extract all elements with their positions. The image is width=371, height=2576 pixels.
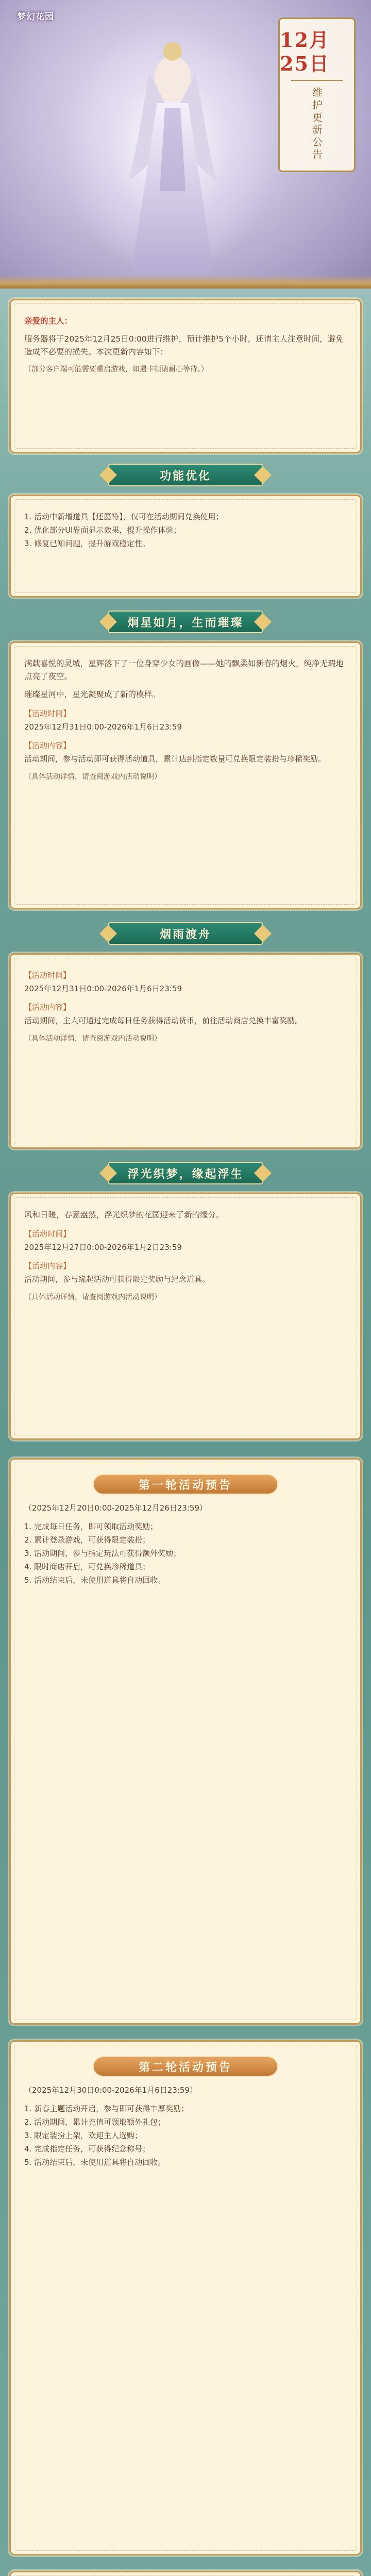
- section-title: 烟雨渡舟: [159, 927, 211, 941]
- round-time: （2025年12月30日0:00-2026年1月6日23:59）: [24, 2086, 197, 2095]
- content-label: 【活动内容】: [24, 1261, 71, 1270]
- intro-body: 服务器将于2025年12月25日0:00进行维护，预计维护5个小时，还请主人注意时间，避免造成不必要的损失。本次更新内容如下：: [24, 334, 344, 357]
- content-label: 【活动内容】: [24, 741, 71, 750]
- hero-date: 12月25日: [280, 28, 330, 75]
- round-time: （2025年12月20日0:00-2025年12月26日23:59）: [24, 1503, 208, 1513]
- round2-title: 第二轮活动预告: [93, 2056, 278, 2077]
- list-item: 1. 新春主题活动开启，参与即可获得丰厚奖励；: [24, 2104, 189, 2113]
- list-item: 3. 修复已知问题，提升游戏稳定性。: [24, 539, 150, 548]
- divider: [291, 80, 343, 81]
- event-content: 活动期间，参与活动即可获得活动道具，累计达到指定数量可兑换限定装扮与珍稀奖励。: [24, 754, 326, 764]
- optimization-panel: [9, 495, 362, 598]
- list-item: 3. 限定装扮上架，欢迎主人选购；: [24, 2131, 143, 2140]
- list-item: 1. 活动中新增道具【还愿符】，仅可在活动期间兑换使用；: [24, 512, 224, 521]
- event-note: （具体活动详情，请查阅游戏内活动说明）: [24, 1293, 161, 1301]
- hero-bottom-border: [0, 275, 371, 289]
- greeting: 亲爱的主人：: [24, 316, 73, 326]
- list-item: 4. 限时商店开启，可兑换珍稀道具；: [24, 1562, 150, 1571]
- list-item: 2. 优化部分UI界面显示效果，提升操作体验；: [24, 526, 181, 535]
- event-period: 2025年12月31日0:00-2026年1月6日23:59: [24, 722, 182, 732]
- list-item: 3. 活动期间，参与指定玩法可获得额外奖励；: [24, 1549, 181, 1558]
- section-banner-boat: [108, 922, 263, 945]
- dream-event-panel: [9, 1193, 362, 1440]
- section-title: 炯星如月，生而璀璨: [127, 616, 244, 630]
- section-title: 浮光织梦，缘起浮生: [127, 1167, 244, 1181]
- hero-title-card: [278, 18, 356, 172]
- section-title: 功能优化: [159, 469, 211, 483]
- period-label: 【活动时间】: [24, 709, 71, 718]
- event-content: 活动期间，参与缘起活动可获得限定奖励与纪念道具。: [24, 1275, 210, 1284]
- round1-title: 第一轮活动预告: [93, 1474, 278, 1495]
- list-item: 5. 活动结束后，未使用道具将自动回收。: [24, 2158, 166, 2167]
- event-period: 2025年12月27日0:00-2026年1月2日23:59: [24, 1243, 182, 1252]
- section-banner-dream: [108, 1162, 263, 1184]
- list-item: 5. 活动结束后，未使用道具将自动回收。: [24, 1575, 166, 1585]
- event-period: 2025年12月31日0:00-2026年1月6日23:59: [24, 984, 182, 993]
- event-note: （具体活动详情，请查阅游戏内活动说明）: [24, 1035, 161, 1043]
- list-item: 1. 完成每日任务，即可领取活动奖励；: [24, 1522, 158, 1531]
- boat-event-panel: [9, 953, 362, 1149]
- event-description: 璀璨星河中，星光凝聚成了新的模样。: [24, 690, 160, 699]
- section-banner-optimization: [108, 464, 263, 486]
- list-item: 2. 活动期间，累计充值可领取额外礼包；: [24, 2117, 166, 2127]
- game-logo: 梦幻花园: [17, 11, 54, 22]
- intro-panel: [9, 299, 362, 453]
- content-label: 【活动内容】: [24, 1003, 71, 1012]
- list-item: 2. 累计登录游戏，可获得限定装扮；: [24, 1535, 150, 1545]
- event-note: （具体活动详情，请查阅游戏内活动说明）: [24, 773, 161, 781]
- round1-panel: [9, 1458, 362, 2025]
- star-event-panel: [9, 641, 362, 909]
- period-label: 【活动时间】: [24, 971, 71, 980]
- hero-banner: [0, 0, 371, 289]
- character-illustration-icon: [108, 36, 237, 278]
- round3-panel: [9, 2571, 362, 2576]
- intro-note: （部分客户端可能需要重启游戏，如遇卡顿请耐心等待。）: [24, 365, 208, 374]
- hero-subtitle: 维护更新公告: [310, 87, 323, 161]
- section-banner-star: [108, 611, 263, 633]
- round2-panel: [9, 2040, 362, 2555]
- event-description: 满载喜悦的灵城，星辉落下了一位身穿少女的画像——她的飘柔如新春的烟火，纯净无瑕地点亮了夜空。: [24, 659, 344, 681]
- event-description: 风和日暖，春意盎然，浮光织梦的花园迎来了新的缘分。: [24, 1210, 224, 1219]
- event-content: 活动期间，主人可通过完成每日任务获得活动货币，前往活动商店兑换丰富奖励。: [24, 1016, 303, 1025]
- list-item: 4. 完成指定任务，可获得纪念称号；: [24, 2144, 150, 2154]
- period-label: 【活动时间】: [24, 1229, 71, 1239]
